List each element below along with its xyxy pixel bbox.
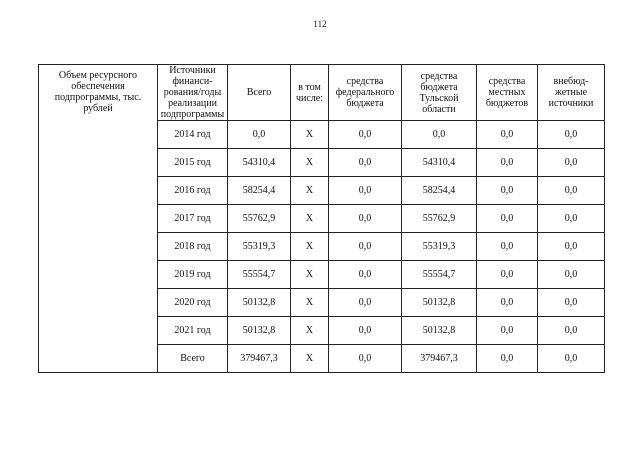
table-cell: 0,0 — [477, 261, 538, 289]
table-cell: 0,0 — [228, 121, 291, 149]
table-cell: 0,0 — [538, 205, 605, 233]
table-cell: 0,0 — [402, 121, 477, 149]
table-cell: 54310,4 — [228, 149, 291, 177]
table-cell: 0,0 — [329, 205, 402, 233]
table-cell: 0,0 — [538, 233, 605, 261]
table-cell: 50132,8 — [228, 317, 291, 345]
table-cell: 0,0 — [538, 177, 605, 205]
table-cell: X — [291, 233, 329, 261]
table-cell: 2019 год — [158, 261, 228, 289]
table-cell: 0,0 — [477, 205, 538, 233]
table-cell: 0,0 — [477, 121, 538, 149]
table-cell: 0,0 — [538, 121, 605, 149]
table-cell: 0,0 — [538, 289, 605, 317]
header-regional: средства бюджета Тульской области — [402, 65, 477, 121]
table-cell: 0,0 — [538, 345, 605, 373]
header-total: Всего — [228, 65, 291, 121]
table-cell: 0,0 — [477, 177, 538, 205]
table-cell: 0,0 — [477, 233, 538, 261]
table-cell: 55319,3 — [402, 233, 477, 261]
table-cell: 55554,7 — [228, 261, 291, 289]
table-cell: 0,0 — [329, 149, 402, 177]
table-cell: 379467,3 — [402, 345, 477, 373]
header-sources: Источники финанси-рования/годы реализации подпрограммы — [158, 65, 228, 121]
table-cell: 0,0 — [329, 261, 402, 289]
table-cell: 2020 год — [158, 289, 228, 317]
table-cell: 2014 год — [158, 121, 228, 149]
header-federal: средства федерального бюджета — [329, 65, 402, 121]
header-local: средства местных бюджетов — [477, 65, 538, 121]
table-cell: 50132,8 — [402, 317, 477, 345]
table-cell: 0,0 — [329, 233, 402, 261]
table-header-row — [39, 65, 605, 121]
table-cell: 0,0 — [538, 261, 605, 289]
table-cell: Всего — [158, 345, 228, 373]
page-number: 112 — [313, 19, 327, 29]
table-cell: 0,0 — [538, 149, 605, 177]
table-cell: 2021 год — [158, 317, 228, 345]
table-cell: 55319,3 — [228, 233, 291, 261]
table-cell: X — [291, 149, 329, 177]
table-cell: X — [291, 317, 329, 345]
table-cell: X — [291, 345, 329, 373]
resource-table — [38, 64, 605, 373]
table-cell: 379467,3 — [228, 345, 291, 373]
table-cell: X — [291, 289, 329, 317]
table-cell: 2015 год — [158, 149, 228, 177]
table-cell: 0,0 — [477, 317, 538, 345]
header-extrabudgetary: внебюд-жетные источники — [538, 65, 605, 121]
table-cell: 0,0 — [329, 345, 402, 373]
table-cell: 0,0 — [329, 177, 402, 205]
table-cell: 54310,4 — [402, 149, 477, 177]
table-cell: 58254,4 — [402, 177, 477, 205]
table-cell: X — [291, 121, 329, 149]
table-cell: 50132,8 — [228, 289, 291, 317]
table-cell: 2016 год — [158, 177, 228, 205]
table-cell: 0,0 — [329, 121, 402, 149]
table-cell: 2017 год — [158, 205, 228, 233]
table-cell: 0,0 — [329, 289, 402, 317]
table-cell: X — [291, 205, 329, 233]
table-cell: 0,0 — [329, 317, 402, 345]
row-header-cell: Объем ресурсного обеспечения подпрограммы, тыс. рублей — [39, 65, 158, 373]
table-cell: 2018 год — [158, 233, 228, 261]
header-including: в том числе: — [291, 65, 329, 121]
table-cell: 55762,9 — [402, 205, 477, 233]
table-cell: 50132,8 — [402, 289, 477, 317]
table-cell: 55554,7 — [402, 261, 477, 289]
table-cell: 58254,4 — [228, 177, 291, 205]
table-cell: X — [291, 261, 329, 289]
table-cell: 0,0 — [538, 317, 605, 345]
table-cell: 0,0 — [477, 345, 538, 373]
table-cell: 0,0 — [477, 149, 538, 177]
table-cell: 0,0 — [477, 289, 538, 317]
table-cell: 55762,9 — [228, 205, 291, 233]
table-cell: X — [291, 177, 329, 205]
